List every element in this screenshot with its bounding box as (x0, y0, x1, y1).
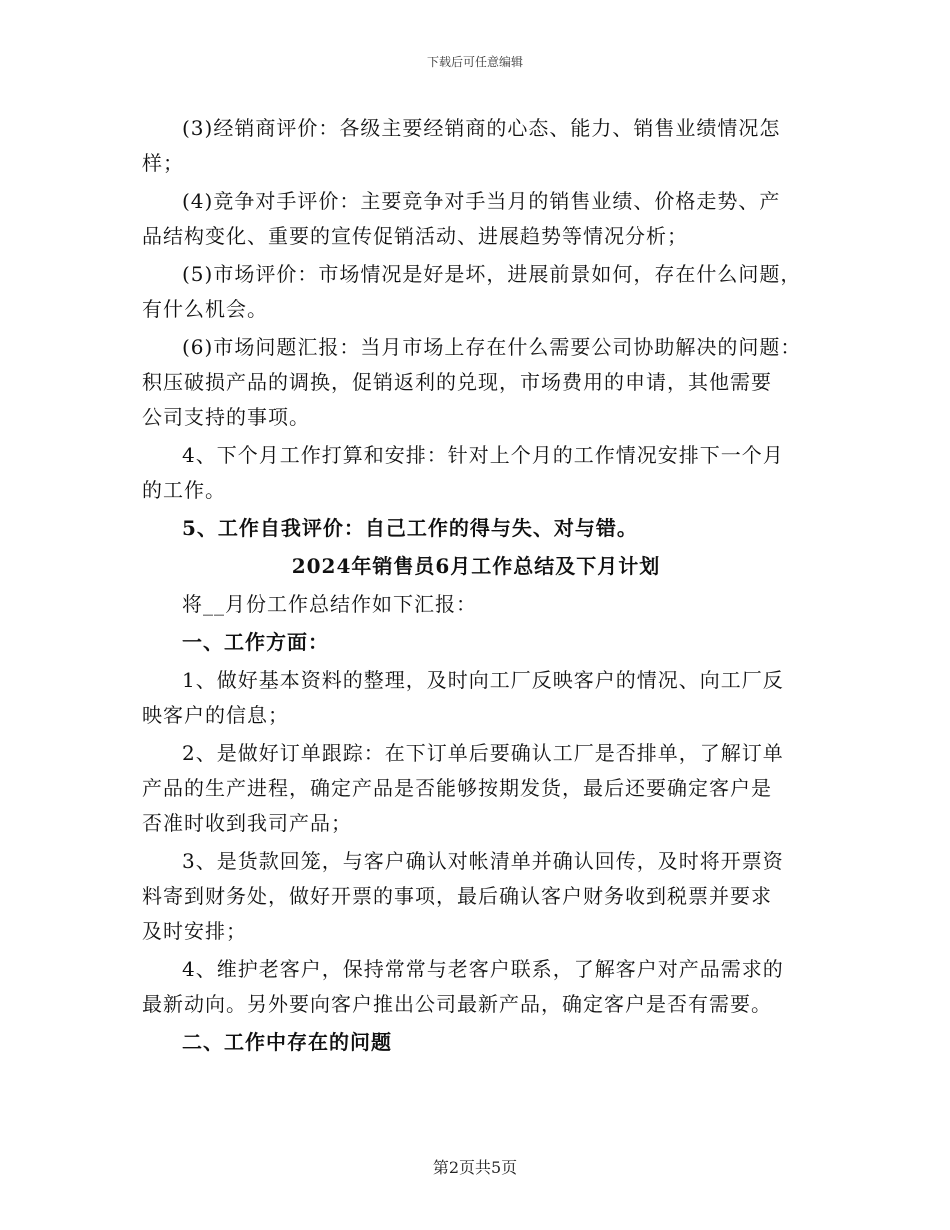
text-line: 将__月份工作总结作如下汇报： (182, 592, 477, 616)
paragraph-market-evaluation (142, 257, 810, 327)
document-body (142, 111, 810, 1063)
text-line: 4、维护老客户，保持常常与老客户联系，了解客户对产品需求的 (182, 957, 784, 981)
paragraph-dealer-evaluation (142, 111, 810, 181)
text-line: 的工作。 (142, 478, 226, 502)
text-line: 公司支持的事项。 (142, 405, 310, 429)
paragraph-item-3 (142, 844, 810, 949)
paragraph-item-4 (142, 952, 810, 1022)
text-line: (4)竞争对手评价：主要竞争对手当月的销售业绩、价格走势、产 (182, 189, 781, 213)
text-line: 2、是做好订单跟踪：在下订单后要确认工厂是否排单，了解订单 (182, 741, 784, 765)
text-line: 1、做好基本资料的整理，及时向工厂反映客户的情况、向工厂反 (182, 668, 784, 692)
paragraph-competitor-evaluation (142, 184, 810, 254)
paragraph-market-issues (142, 330, 810, 435)
text-line: 样； (142, 151, 184, 175)
text-line: 5、工作自我评价：自己工作的得与失、对与错。 (182, 516, 638, 540)
text-line: 映客户的信息； (142, 703, 289, 727)
text-line: 否准时收到我司产品； (142, 811, 352, 835)
text-line: 一、工作方面： (182, 630, 329, 654)
paragraph-next-month-plan (142, 438, 810, 508)
text-line: 3、是货款回笼，与客户确认对帐清单并确认回传，及时将开票资 (182, 849, 784, 873)
document-title: 2024年销售员6月工作总结及下月计划 (291, 554, 661, 578)
text-line: (5)市场评价：市场情况是好是坏，进展前景如何，存在什么问题， (182, 262, 802, 286)
page-header: 下载后可任意编辑 (426, 55, 523, 69)
paragraph-self-evaluation (142, 511, 810, 546)
paragraph-item-1 (142, 663, 810, 733)
section-heading-problems (142, 1025, 810, 1060)
section-heading-work-aspects (142, 625, 810, 660)
paragraph-item-2 (142, 736, 810, 841)
text-line: 及时安排； (142, 919, 247, 943)
text-line: 积压破损产品的调换，促销返利的兑现，市场费用的申请，其他需要 (142, 370, 772, 394)
page-footer: 第2页共5页 (432, 1158, 518, 1177)
text-line: 料寄到财务处，做好开票的事项，最后确认客户财务收到税票并要求 (142, 884, 772, 908)
text-line: 有什么机会。 (142, 297, 268, 321)
text-line: 4、下个月工作打算和安排：针对上个月的工作情况安排下一个月 (182, 443, 784, 467)
text-line: (3)经销商评价：各级主要经销商的心态、能力、销售业绩情况怎 (182, 116, 781, 140)
text-line: 最新动向。另外要向客户推出公司最新产品，确定客户是否有需要。 (142, 992, 772, 1016)
text-line: 产品的生产进程，确定产品是否能够按期发货，最后还要确定客户是 (142, 776, 772, 800)
paragraph-intro (142, 587, 810, 622)
text-line: 品结构变化、重要的宣传促销活动、进展趋势等情况分析； (142, 224, 688, 248)
text-line: (6)市场问题汇报：当月市场上存在什么需要公司协助解决的问题： (182, 335, 802, 359)
text-line: 二、工作中存在的问题 (182, 1030, 392, 1054)
